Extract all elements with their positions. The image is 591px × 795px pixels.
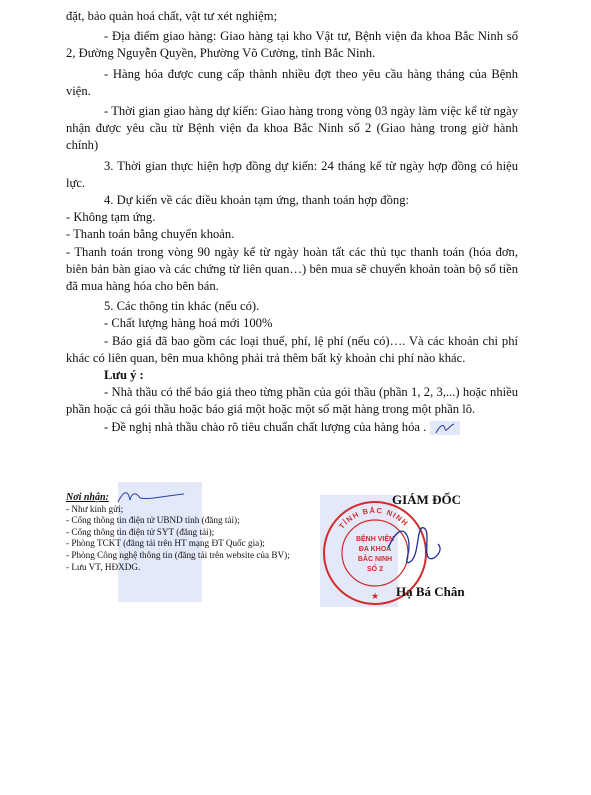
director-signature-icon [380,508,450,578]
initials-mark [430,421,460,435]
stamp-line: ĐA KHOA [358,546,392,553]
recipient-item: - Cổng thông tin điện tử SYT (đăng tải); [66,526,215,537]
initials-signature-icon [430,421,460,435]
recipients-title: Nơi nhận: [66,492,109,503]
paragraph-payment-90-days: - Thanh toán trong vòng 90 ngày kể từ ngày hoàn tất các thủ tục thanh toán (hóa đơn, biên bản bàn giao và các chứng từ liên quan…) bên mua sẽ chuyển khoản toàn bộ số tiền đã mua hàng hóa cho bên bán. [66,244,518,294]
recipient-item: - Phòng TCKT (đăng tải trên HT mạng ĐT Quốc gia); [66,538,265,549]
paragraph-quality-standards: - Đề nghị nhà thầu chào rõ tiêu chuẩn chất lượng của hàng hóa . [66,419,518,436]
paragraph-other-info-heading: 5. Các thông tin khác (nếu có). [104,299,260,314]
stamp-line: SỐ 2 [367,566,383,573]
paragraph-bank-transfer: - Thanh toán bằng chuyển khoản. [66,227,235,242]
paragraph-price-includes: - Báo giá đã bao gồm các loại thuế, phí, lệ phí (nếu có)…. Và các khoản chi phí khác có liên quan, bên mua không phải trả thêm bất kỳ khoản chi phí nào khác. [66,333,518,365]
stamp-line: BỆNH VIỆN [355,536,395,543]
paragraph-payment-terms-heading: 4. Dự kiến về các điều khoản tạm ứng, thanh toán hợp đồng: [104,193,409,208]
document-body [66,8,518,436]
note-heading: Lưu ý : [104,368,144,383]
recipient-item: - Lưu VT, HĐXDG. [66,561,141,572]
paragraph-delivery-batches: - Hàng hóa được cung cấp thành nhiều đợt theo yêu cầu hàng tháng của Bệnh viện. [66,66,518,98]
signer-role: GIÁM ĐỐC [392,492,461,507]
stamp-star-icon: ★ [370,591,380,601]
paragraph-quality: - Chất lượng hàng hoá mới 100% [104,316,273,331]
paragraph-storage: đặt, bảo quản hoá chất, vật tư xét nghiệm; [66,9,278,23]
stamp-line: BẮC NINH [357,556,393,563]
stamp-ring-text: TỈNH BẮC NINH [337,505,411,531]
recipient-item: - Như kính gửi; [66,503,124,514]
signer-name: Hạ Bá Chân [396,584,465,599]
paragraph-no-advance: - Không tạm ứng. [66,210,156,225]
paragraph-delivery-location: - Địa điểm giao hàng: Giao hàng tại kho Vật tư, Bệnh viện đa khoa Bắc Ninh số 2, Đường Nguyễn Quyền, Phường Võ Cường, tỉnh Bắc Ninh. [66,29,518,61]
recipient-item: - Cổng thông tin điện tử UBND tỉnh (đăng tải); [66,515,240,526]
paragraph-contract-duration: 3. Thời gian thực hiện hợp đồng dự kiến: 24 tháng kể từ ngày hợp đồng có hiệu lực. [66,158,518,190]
recipients-block [66,492,331,573]
recipient-item: - Phòng Công nghệ thông tin (đăng tải trên website của BV); [66,549,290,560]
paragraph-delivery-time: - Thời gian giao hàng dự kiến: Giao hàng trong vòng 03 ngày làm việc kể từ ngày nhận được yêu cầu từ Bệnh viện đa khoa Bắc Ninh số 2 (Giao hàng trong giờ hành chính) [66,104,518,153]
paragraph-partial-bidding: - Nhà thầu có thể báo giá theo từng phần của gói thầu (phần 1, 2, 3,...) hoặc nhiều phần hoặc cả gói thầu hoặc báo giá một hoặc một số mặt hàng trong một phần lô. [66,385,518,417]
